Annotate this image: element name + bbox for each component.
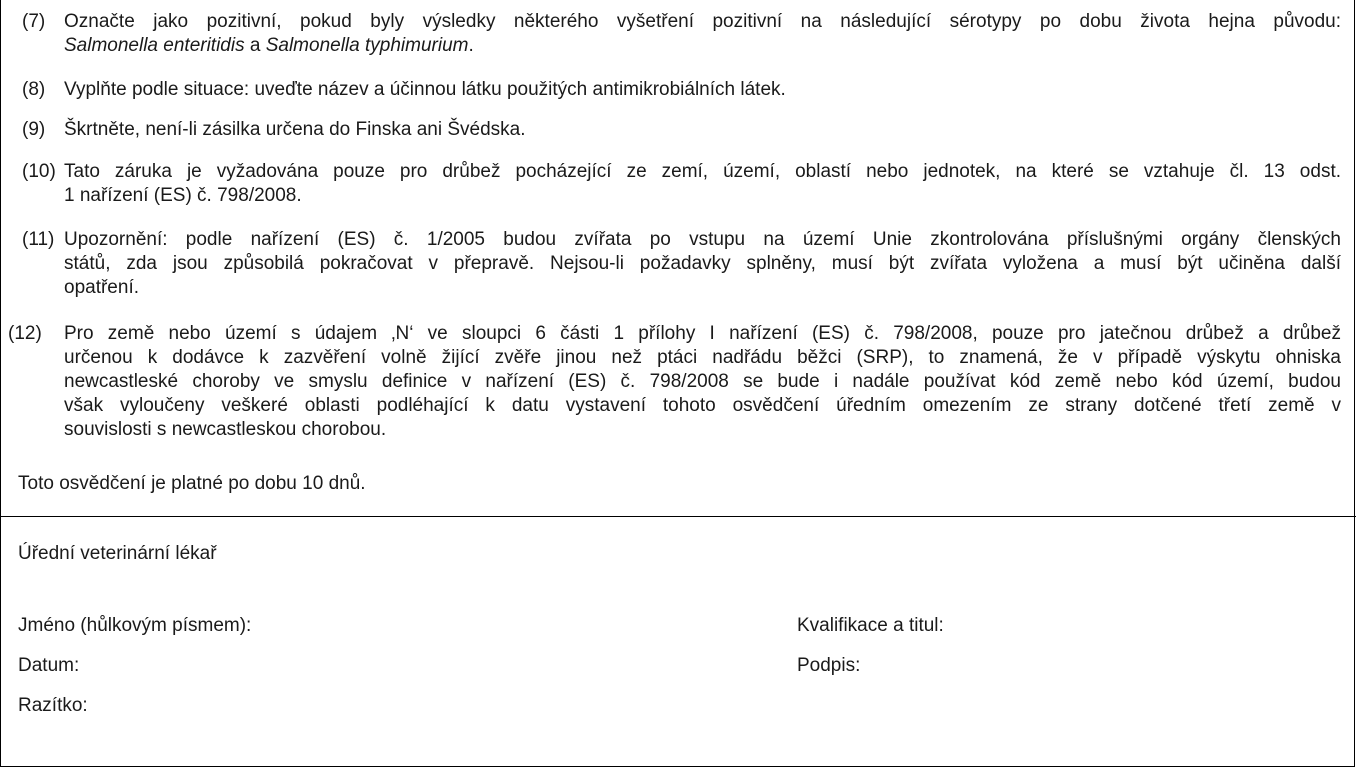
official-vet-heading: Úřední veterinární lékař bbox=[18, 543, 217, 564]
name-label: Jméno (hůlkovým písmem): bbox=[18, 615, 252, 636]
note-line: souvislosti s newcastleskou chorobou. bbox=[64, 419, 387, 440]
note-line: Upozornění: podle nařízení (ES) č. 1/2005 budou zvířata po vstupu na území Unie zkontrolována příslušnými orgány členských bbox=[64, 229, 1341, 250]
note-text bbox=[64, 118, 1341, 142]
note-line: opatření. bbox=[64, 277, 139, 298]
period: . bbox=[468, 35, 474, 56]
note-line: určenou k dodávce k zazvěření volně žijící zvěře jinou než ptáci nadřádu běžci (SRP), to znamená, že v případě výskytu ohniska bbox=[64, 347, 1341, 368]
note-text bbox=[64, 322, 1341, 442]
note-number: (7) bbox=[22, 11, 46, 32]
note-line: Pro země nebo území s údajem ‚N‘ ve sloupci 6 části 1 přílohy I nařízení (ES) č. 798/2008, pouze pro jatečnou drůbež a drůbež bbox=[64, 323, 1341, 344]
note-text bbox=[64, 10, 1341, 58]
note-line: Vyplňte podle situace: uveďte název a účinnou látku použitých antimikrobiálních látek. bbox=[64, 79, 786, 100]
note-text bbox=[64, 78, 1341, 102]
conjunction: a bbox=[244, 35, 266, 56]
note-number: (10) bbox=[22, 161, 56, 182]
signature-label: Podpis: bbox=[797, 655, 861, 676]
note-text bbox=[64, 160, 1341, 208]
qualification-label: Kvalifikace a titul: bbox=[797, 615, 944, 636]
note-number: (8) bbox=[22, 79, 46, 100]
date-label: Datum: bbox=[18, 655, 80, 676]
note-number: (11) bbox=[22, 229, 55, 250]
note-line: Označte jako pozitivní, pokud byly výsledky některého vyšetření pozitivní na následující sérotypy po dobu života hejna původu: bbox=[64, 11, 1341, 32]
note-line: newcastleské choroby ve smyslu definice v nařízení (ES) č. 798/2008 se bude i nadále používat kód země nebo kód území, budou bbox=[64, 371, 1341, 392]
note-line-species bbox=[64, 34, 1341, 58]
note-line: Tato záruka je vyžadována pouze pro drůbež pocházející ze zemí, území, oblastí nebo jednotek, na které se vztahuje čl. 13 odst. bbox=[64, 161, 1341, 182]
species-typhimurium: Salmonella typhimurium bbox=[265, 35, 469, 56]
note-line: však vyloučeny veškeré oblasti podléhající k datu vystavení tohoto osvědčení úředním omezením ze strany dotčené třetí země v bbox=[64, 395, 1341, 416]
note-line: 1 nařízení (ES) č. 798/2008. bbox=[64, 185, 302, 206]
stamp-label: Razítko: bbox=[18, 695, 88, 716]
note-line: Škrtněte, není-li zásilka určena do Finska ani Švédska. bbox=[64, 119, 526, 140]
section-divider bbox=[0, 516, 1356, 517]
note-line: států, zda jsou způsobilá pokračovat v přepravě. Nejsou-li požadavky splněny, musí být zvířata vyložena a musí být učiněna další bbox=[64, 253, 1341, 274]
species-enteritidis: Salmonella enteritidis bbox=[64, 35, 245, 56]
note-number: (12) bbox=[8, 323, 42, 344]
note-number: (9) bbox=[22, 119, 46, 140]
note-text bbox=[64, 228, 1341, 300]
validity-statement: Toto osvědčení je platné po dobu 10 dnů. bbox=[18, 473, 366, 494]
